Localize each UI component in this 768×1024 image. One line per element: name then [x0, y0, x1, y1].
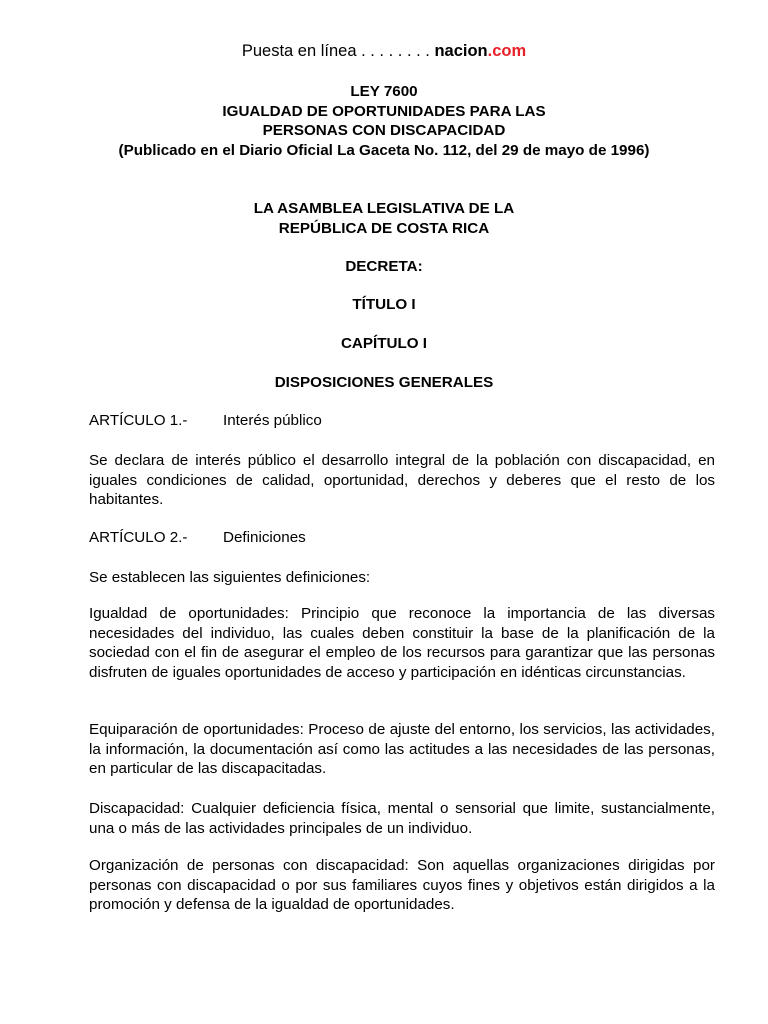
definition-organizacion: Organización de personas con discapacidad: Son aquellas organizaciones dirigidas por personas con discapacidad o por sus familiares cuyos fines y objetivos están dirigidos a la promoción y defensa de la igualdad de oportunidades. — [89, 857, 715, 913]
section-heading: DISPOSICIONES GENERALES — [274, 374, 494, 391]
capitulo-heading: CAPÍTULO I — [340, 335, 428, 352]
article-1-heading — [89, 412, 322, 429]
assembly-heading — [0, 199, 768, 238]
assembly-line2: REPÚBLICA DE COSTA RICA — [278, 219, 490, 237]
law-title-line1: IGUALDAD DE OPORTUNIDADES PARA LAS — [222, 102, 546, 120]
definition-igualdad: Igualdad de oportunidades: Principio que reconoce la importancia de las diversas necesidades del individuo, las cuales deben constituir la base de la planificación de la sociedad con el fin de asegurar el empleo de los recursos para garantizar que las personas disfruten de iguales oportunidades de acceso y participación en idénticas circunstancias. — [89, 605, 715, 681]
assembly-line1: LA ASAMBLEA LEGISLATIVA DE LA — [253, 200, 515, 217]
law-publication: (Publicado en el Diario Oficial La Gaceta No. 112, del 29 de mayo de 1996) — [118, 141, 650, 159]
law-heading — [0, 82, 768, 160]
article-2-number: ARTÍCULO 2.- — [89, 529, 188, 546]
article-1-title: Interés público — [223, 412, 322, 429]
header-prefix: Puesta en línea . . . . . . . . — [241, 42, 435, 60]
law-number: LEY 7600 — [350, 83, 418, 100]
law-title-line2: PERSONAS CON DISCAPACIDAD — [262, 122, 506, 139]
article-2-title: Definiciones — [223, 529, 306, 546]
article-1-number: ARTÍCULO 1.- — [89, 412, 188, 429]
publication-header — [0, 42, 768, 61]
article-2-intro: Se establecen las siguientes definiciones: — [89, 569, 371, 586]
definition-equiparacion: Equiparación de oportunidades: Proceso de ajuste del entorno, los servicios, las actividades, la información, la documentación así como las actitudes a las necesidades de las personas, en particular de las discapacitadas. — [89, 721, 715, 777]
article-1-paragraph: Se declara de interés público el desarrollo integral de la población con discapacidad, en iguales condiciones de calidad, oportunidad, derechos y deberes que el resto de los habitantes. — [89, 452, 715, 508]
site-tld: .com — [487, 42, 527, 60]
site-name: nacion — [434, 42, 488, 60]
titulo-heading: TÍTULO I — [352, 296, 416, 313]
definition-discapacidad: Discapacidad: Cualquier deficiencia física, mental o sensorial que limite, sustancialmente, una o más de las actividades principales de un individuo. — [89, 800, 715, 837]
decree-heading: DECRETA: — [345, 258, 423, 275]
article-2-heading — [89, 529, 306, 546]
